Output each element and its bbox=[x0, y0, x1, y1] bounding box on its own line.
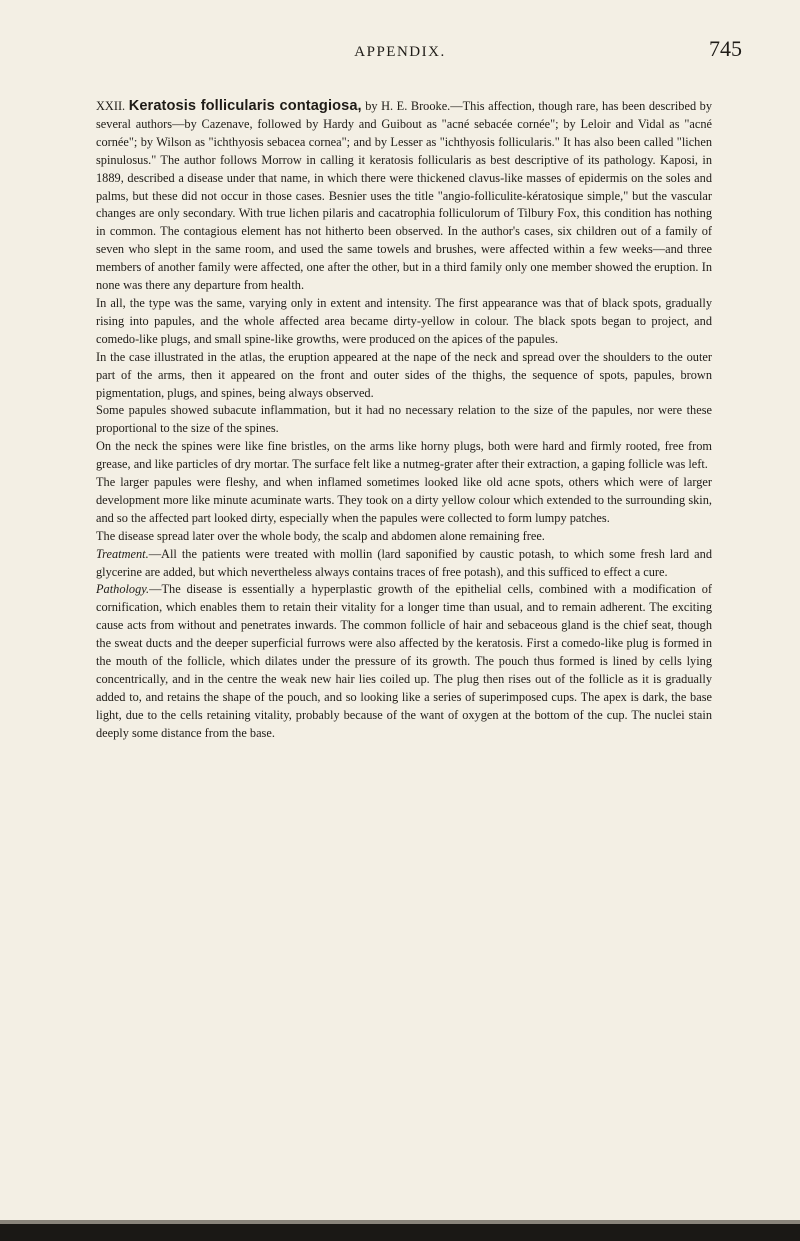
paragraph: The disease spread later over the whole body, the scalp and abdomen alone remaining free. bbox=[96, 528, 545, 543]
section-number: XXII. bbox=[96, 99, 126, 113]
article-opening-paragraph bbox=[96, 98, 712, 295]
paragraph: In all, the type was the same, varying only in extent and intensity. The first appearance was that of black spots, gradually rising into papules, and the whole affected area became dirty-yellow in colour. The black spots began to project, and comedo-like plugs, and small spine-like growths, were produced on the apices of the papules. bbox=[96, 295, 712, 346]
scan-edge-bar bbox=[0, 1224, 800, 1241]
paragraph: On the neck the spines were like fine bristles, on the arms like horny plugs, both were hard and firmly rooted, free from grease, and like particles of dry mortar. The surface felt like a nutmeg-grater after their extraction, a gaping follicle was left. bbox=[96, 439, 712, 472]
paragraph: In the case illustrated in the atlas, the eruption appeared at the nape of the neck and spread over the shoulders to the outer part of the arms, then it appeared on the front and outer sides of the thighs, the sequence of spots, papules, brown pigmentation, plugs, and spines, being always observed. bbox=[96, 349, 712, 400]
running-head: APPENDIX. bbox=[354, 44, 446, 60]
pathology-text: —The disease is essentially a hyperplastic growth of the epithelial cells, combined with a modification of cornification, which enables them to retain their vitality for a longer time than usual, and to remain adherent. The exciting cause acts from without and penetrates inwards. The common follicle of hair and sebaceous gland is the chief seat, though the sweat ducts and the deeper superficial furrows were also affected by the keratosis. First a comedo-like plug is formed in the mouth of the follicle, which dilates under the pressure of its growth. The pouch thus formed is lined by cells lying concentrically, and in the centre the weak new hair lies coiled up. The plug then rises out of the follicle as it is gradually added to, and retains the shape of the pouch, and so looking like a series of superimposed cups. The apex is dark, the base light, due to the cells retaining vitality, probably because of the want of oxygen at the bottom of the cup. The nuclei stain deeply some distance from the base. bbox=[96, 582, 712, 740]
treatment-paragraph bbox=[96, 546, 712, 582]
treatment-label: Treatment. bbox=[96, 546, 149, 561]
paragraph: The larger papules were fleshy, and when inflamed sometimes looked like old acne spots, others which were of larger development more like minute acuminate warts. They took on a dirty yellow colour which extended to the surrounding skin, and so the affected part looked dirty, especially when the papules were collected to form lumpy patches. bbox=[96, 475, 712, 525]
article-title: Keratosis follicularis contagiosa, bbox=[128, 98, 362, 114]
treatment-text: —All the patients were treated with mollin (lard saponified by caustic potash, to which some fresh lard and glycerine are added, but which nevertheless always contains traces of free potash), and this sufficed to effect a cure. bbox=[96, 546, 712, 579]
article-byline: by H. E. Brooke.— bbox=[361, 99, 463, 113]
page-number: 745 bbox=[709, 36, 742, 61]
paragraph: Some papules showed subacute inflammation, but it had no necessary relation to the size of the papules, nor were these proportional to the size of the spines. bbox=[96, 403, 712, 436]
pathology-paragraph bbox=[96, 581, 712, 742]
paragraph-text: This affection, though rare, has been described by several authors—by Cazenave, followed by Hardy and Guibout as "acné sebacée cornée"; by Leloir and Vidal as "acné cornée"; by Wilson as "ichthyosis sebacea cornea"; and by Lesser as "ichthyosis follicularis." It has also been called "lichen spinulosus." The author follows Morrow in calling it keratosis follicularis as best descriptive of its pathology. Kaposi, in 1889, described a disease under that name, in which there were thickened clavus-like masses of epidermis on the soles and palms, but these did not occur in those cases. Besnier uses the title "angio-folliculite-kératosique simple," but the vascular changes are only secondary. With true lichen pilaris and cacatrophia folliculorum of Tilbury Fox, this condition has nothing in common. The contagious element has not hitherto been observed. In the author's cases, six children out of a family of seven who slept in the same room, and used the same towels and brushes, were affected within a few weeks—and three members of another family were affected, one after the other, but in a third family only one member showed the eruption. In none was there any departure from health. bbox=[96, 99, 712, 293]
article-body bbox=[96, 98, 712, 743]
pathology-label: Pathology. bbox=[96, 582, 150, 597]
